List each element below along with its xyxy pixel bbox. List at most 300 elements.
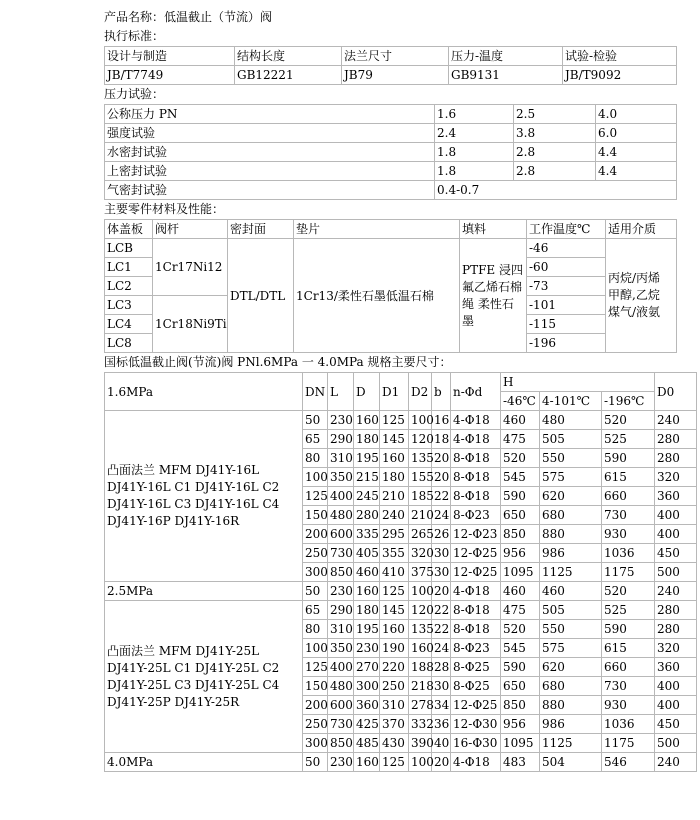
table-cell: 310 [328,620,354,639]
table-cell: 100 [303,639,328,658]
table-cell: LC1 [105,258,153,277]
table-cell: 460 [501,411,540,430]
table-cell: 12-Φ25 [451,696,501,715]
table-cell: 986 [540,715,602,734]
table-cell: 2.5 [514,105,596,124]
table-cell: 500 [655,734,697,753]
table-cell: 3.8 [514,124,596,143]
table-cell: 400 [328,487,354,506]
table-cell: 220 [380,658,409,677]
table-cell: 520 [501,620,540,639]
table-cell: 355 [380,544,409,563]
table-cell: 100 [409,411,432,430]
table-cell: 600 [328,696,354,715]
table-cell: 8-Φ18 [451,468,501,487]
table-cell: 180 [354,601,380,620]
table-cell: 40 [432,734,451,753]
table-cell: 4.4 [596,143,677,162]
table-cell: 125 [380,411,409,430]
table-cell: 590 [501,658,540,677]
table-cell: 615 [602,639,655,658]
table-cell: 试验-检验 [563,47,677,66]
table-cell: 160 [380,620,409,639]
table-row [105,753,697,772]
table-cell: 20 [432,753,451,772]
table-cell: 250 [303,715,328,734]
table-cell: 100 [409,753,432,772]
table-cell: 480 [328,506,354,525]
standards-header-row [105,47,677,66]
table-cell: 145 [380,601,409,620]
table-cell: 195 [354,449,380,468]
table-cell: 填料 [460,220,527,239]
table-cell: 20 [432,582,451,601]
table-cell: 30 [432,677,451,696]
table-cell: 230 [328,753,354,772]
table-row [105,162,677,181]
table-cell: 1036 [602,715,655,734]
table-cell: 4-Φ18 [451,411,501,430]
table-cell: 450 [655,715,697,734]
table-cell: 50 [303,411,328,430]
table-cell: 80 [303,449,328,468]
table-cell: 278 [409,696,432,715]
table-cell: 320 [655,468,697,487]
standards-value-row [105,66,677,85]
table-cell: 850 [501,525,540,544]
table-cell: 590 [602,449,655,468]
table-cell: 28 [432,658,451,677]
table-cell: n-Φd [451,373,501,411]
table-cell: 适用介质 [606,220,677,239]
table-cell: 590 [501,487,540,506]
table-cell: b [432,373,451,411]
table-cell: -60 [527,258,606,277]
table-cell: 12-Φ30 [451,715,501,734]
table-cell: 650 [501,506,540,525]
table-cell: 160 [380,449,409,468]
table-cell: 405 [354,544,380,563]
table-cell: 320 [655,639,697,658]
table-cell: 1125 [540,734,602,753]
table-cell: 504 [540,753,602,772]
table-cell: 30 [432,544,451,563]
table-cell: 520 [602,411,655,430]
table-cell: L [328,373,354,411]
table-cell: 280 [655,449,697,468]
table-cell: -196 [527,334,606,353]
table-cell: 880 [540,525,602,544]
table-cell: 1125 [540,563,602,582]
dimensions-title: 国标低温截止阀(节流)阀 PNl.6MPa 一 4.0MPa 规格主要尺寸： [104,355,452,369]
table-cell: 30 [432,563,451,582]
table-cell: 210 [409,506,432,525]
table-cell: 360 [655,658,697,677]
table-cell: 4-Φ18 [451,753,501,772]
pressure-class-4-0: 4.0MPa [105,753,303,772]
table-cell: 370 [380,715,409,734]
table-cell: JB79 [342,66,449,85]
stem-material-b: 1Cr18Ni9Ti [153,296,228,353]
table-cell: 4-101℃ [540,392,602,411]
table-cell: 650 [501,677,540,696]
table-cell: 335 [354,525,380,544]
table-cell: 16 [432,411,451,430]
table-cell: 20 [432,468,451,487]
table-cell: 240 [655,753,697,772]
standards-table [104,46,677,85]
table-cell: 1.6 [435,105,514,124]
table-cell: 160 [354,582,380,601]
table-cell: 125 [380,582,409,601]
product-name: 产品名称：低温截止（节流）阀 [104,10,273,24]
table-cell: 12-Φ23 [451,525,501,544]
pressure-test-table [104,104,677,200]
table-cell: -46℃ [501,392,540,411]
table-cell: 160 [354,753,380,772]
table-cell: 280 [655,430,697,449]
table-cell: -101 [527,296,606,315]
table-cell: 400 [655,525,697,544]
table-cell: D0 [655,373,697,411]
table-cell: 气密封试验 [105,181,435,200]
table-cell: 体盖板 [105,220,153,239]
table-cell: 8-Φ23 [451,506,501,525]
table-cell: 986 [540,544,602,563]
table-cell: 290 [328,601,354,620]
table-cell: 300 [303,563,328,582]
table-cell: 850 [328,734,354,753]
table-cell: 200 [303,696,328,715]
table-cell: 270 [354,658,380,677]
table-cell: 460 [354,563,380,582]
table-cell: D [354,373,380,411]
table-cell: 1175 [602,734,655,753]
table-cell: 350 [328,639,354,658]
table-cell: 390 [409,734,432,753]
table-cell: 100 [303,468,328,487]
table-cell: 36 [432,715,451,734]
table-cell: 密封面 [228,220,294,239]
table-cell: LC3 [105,296,153,315]
table-cell: 20 [432,449,451,468]
table-cell: 135 [409,449,432,468]
table-cell: 240 [655,411,697,430]
table-cell: 280 [354,506,380,525]
table-cell: 26 [432,525,451,544]
table-cell: 4-Φ18 [451,582,501,601]
table-cell: 430 [380,734,409,753]
table-cell: 546 [602,753,655,772]
table-cell: 230 [354,639,380,658]
table-cell: 575 [540,468,602,487]
table-cell: 2.8 [514,162,596,181]
table-cell: 400 [655,506,697,525]
table-cell: 545 [501,468,540,487]
table-row [105,239,677,258]
table-cell: LCB [105,239,153,258]
table-cell: 水密封试验 [105,143,435,162]
table-cell: 12-Φ25 [451,563,501,582]
table-cell: 8-Φ23 [451,639,501,658]
table-cell: 310 [328,449,354,468]
table-cell: 6.0 [596,124,677,143]
table-cell: 460 [540,582,602,601]
table-cell: 155 [409,468,432,487]
table-cell: 680 [540,677,602,696]
table-cell: 460 [501,582,540,601]
table-cell: 阀杆 [153,220,228,239]
table-cell: 8-Φ18 [451,620,501,639]
table-cell: 120 [409,601,432,620]
table-cell: 505 [540,430,602,449]
table-cell: 850 [328,563,354,582]
table-cell: 4-Φ18 [451,430,501,449]
table-cell: JB/T7749 [105,66,235,85]
table-cell: DN [303,373,328,411]
table-row [105,143,677,162]
table-cell: 65 [303,601,328,620]
table-cell: 425 [354,715,380,734]
table-cell: 120 [409,430,432,449]
table-cell: 188 [409,658,432,677]
table-cell: 145 [380,430,409,449]
table-cell: 956 [501,715,540,734]
table-cell: 520 [501,449,540,468]
table-cell: 730 [328,544,354,563]
table-cell: 360 [655,487,697,506]
table-cell: 50 [303,582,328,601]
table-cell: 22 [432,601,451,620]
table-cell: 245 [354,487,380,506]
applicable-medium: 丙烷/丙烯 甲醇,乙烷 煤气/液氨 [606,239,677,353]
table-cell: 360 [354,696,380,715]
table-cell: 410 [380,563,409,582]
table-cell: 150 [303,506,328,525]
table-cell: 4.4 [596,162,677,181]
table-cell: 450 [655,544,697,563]
table-cell: 2.8 [514,143,596,162]
table-cell: 545 [501,639,540,658]
pressure-class-1-6: 1.6MPa [105,373,303,411]
table-cell: LC4 [105,315,153,334]
table-cell: 34 [432,696,451,715]
document-page [104,8,680,772]
table-cell: 240 [655,582,697,601]
table-cell: 660 [602,658,655,677]
table-cell: 160 [409,639,432,658]
table-cell: JB/T9092 [563,66,677,85]
table-cell: -196℃ [602,392,655,411]
table-cell: 180 [354,430,380,449]
table-row [105,105,677,124]
table-cell: 设计与制造 [105,47,235,66]
table-cell: H [501,373,655,392]
table-cell: 730 [328,715,354,734]
table-cell: 150 [303,677,328,696]
dimensions-header-row [105,373,697,392]
table-cell: 公称压力 PN [105,105,435,124]
table-cell: 1175 [602,563,655,582]
model-list-cell: 凸面法兰 MFM DJ41Y-25L DJ41Y-25L C1 DJ41Y-25L C2 DJ41Y-25L C3 DJ41Y-25L C4 DJ41Y-25P DJ41Y-25R [105,601,303,753]
table-cell: 250 [380,677,409,696]
stem-material-a: 1Cr17Ni12 [153,239,228,296]
table-cell: 200 [303,525,328,544]
materials-table [104,219,677,353]
table-cell: 500 [655,563,697,582]
table-cell: 550 [540,449,602,468]
table-cell: 600 [328,525,354,544]
table-cell: 上密封试验 [105,162,435,181]
table-cell: 525 [602,430,655,449]
table-cell: 295 [380,525,409,544]
table-cell: 8-Φ18 [451,601,501,620]
table-cell: 24 [432,506,451,525]
table-cell: 850 [501,696,540,715]
table-cell: 956 [501,544,540,563]
table-cell: 525 [602,601,655,620]
table-cell: -46 [527,239,606,258]
gasket-material: 1Cr13/柔性石墨低温石棉 [294,239,460,353]
table-cell: 730 [602,677,655,696]
table-cell: 480 [540,411,602,430]
table-cell: LC8 [105,334,153,353]
table-cell: 结构长度 [235,47,342,66]
table-cell: 250 [303,544,328,563]
table-cell: 290 [328,430,354,449]
table-row [105,601,697,620]
table-cell: LC2 [105,277,153,296]
table-cell: 50 [303,753,328,772]
table-cell: 80 [303,620,328,639]
table-cell: 483 [501,753,540,772]
table-cell: 280 [655,601,697,620]
table-cell: 620 [540,658,602,677]
standards-title: 执行标准： [104,29,165,43]
table-cell: 8-Φ25 [451,677,501,696]
table-cell: 485 [354,734,380,753]
table-cell: 2.4 [435,124,514,143]
table-cell: 65 [303,430,328,449]
table-cell: 550 [540,620,602,639]
table-cell: 22 [432,487,451,506]
table-cell: 100 [409,582,432,601]
table-row [105,124,677,143]
table-cell: 300 [354,677,380,696]
table-cell: D1 [380,373,409,411]
table-cell: 210 [380,487,409,506]
packing-material: PTFE 浸四氟乙烯石棉绳 柔性石墨 [460,239,527,353]
table-cell: 18 [432,430,451,449]
materials-header-row [105,220,677,239]
table-cell: 320 [409,544,432,563]
table-cell: 880 [540,696,602,715]
table-cell: GB9131 [449,66,563,85]
table-cell: 590 [602,620,655,639]
table-cell: 660 [602,487,655,506]
table-cell: 1.8 [435,162,514,181]
pressure-class-2-5: 2.5MPa [105,582,303,601]
seal-material: DTL/DTL [228,239,294,353]
table-cell: 125 [380,753,409,772]
table-cell: 185 [409,487,432,506]
table-cell: 620 [540,487,602,506]
table-cell: 1095 [501,734,540,753]
table-cell: 0.4-0.7 [435,181,677,200]
table-cell: 375 [409,563,432,582]
model-list-cell: 凸面法兰 MFM DJ41Y-16L DJ41Y-16L C1 DJ41Y-16L C2 DJ41Y-16L C3 DJ41Y-16L C4 DJ41Y-16P DJ41Y-16R [105,411,303,582]
table-cell: 16-Φ30 [451,734,501,753]
table-row [105,181,677,200]
table-cell: 680 [540,506,602,525]
group-1-body [105,411,697,582]
table-cell: GB12221 [235,66,342,85]
table-cell: 4.0 [596,105,677,124]
table-cell: 575 [540,639,602,658]
table-cell: 125 [303,487,328,506]
table-cell: 615 [602,468,655,487]
table-cell: 24 [432,639,451,658]
table-cell: 8-Φ18 [451,449,501,468]
table-cell: 法兰尺寸 [342,47,449,66]
table-cell: 930 [602,696,655,715]
table-cell: -73 [527,277,606,296]
table-cell: 215 [354,468,380,487]
table-cell: 230 [328,411,354,430]
table-cell: 505 [540,601,602,620]
table-cell: 475 [501,601,540,620]
table-cell: 400 [655,696,697,715]
table-cell: 强度试验 [105,124,435,143]
table-cell: 520 [602,582,655,601]
table-cell: 240 [380,506,409,525]
table-cell: 垫片 [294,220,460,239]
table-row [105,411,697,430]
table-cell: 压力-温度 [449,47,563,66]
table-row [105,582,697,601]
table-cell: 1095 [501,563,540,582]
table-cell: 280 [655,620,697,639]
table-cell: 730 [602,506,655,525]
table-cell: 1036 [602,544,655,563]
table-cell: 12-Φ25 [451,544,501,563]
table-cell: 8-Φ18 [451,487,501,506]
table-cell: 195 [354,620,380,639]
pressure-test-title: 压力试验： [104,87,165,101]
table-cell: 190 [380,639,409,658]
table-cell: 8-Φ25 [451,658,501,677]
table-cell: 1.8 [435,143,514,162]
table-cell: 400 [655,677,697,696]
materials-title: 主要零件材料及性能： [104,202,225,216]
table-cell: 930 [602,525,655,544]
table-cell: 480 [328,677,354,696]
table-cell: 230 [328,582,354,601]
table-cell: 125 [303,658,328,677]
table-cell: 300 [303,734,328,753]
table-cell: 180 [380,468,409,487]
table-cell: 332 [409,715,432,734]
table-cell: 265 [409,525,432,544]
table-cell: 310 [380,696,409,715]
table-cell: -115 [527,315,606,334]
table-cell: 475 [501,430,540,449]
table-cell: 218 [409,677,432,696]
table-cell: 160 [354,411,380,430]
table-cell: 135 [409,620,432,639]
table-cell: 400 [328,658,354,677]
group-2-body [105,601,697,753]
